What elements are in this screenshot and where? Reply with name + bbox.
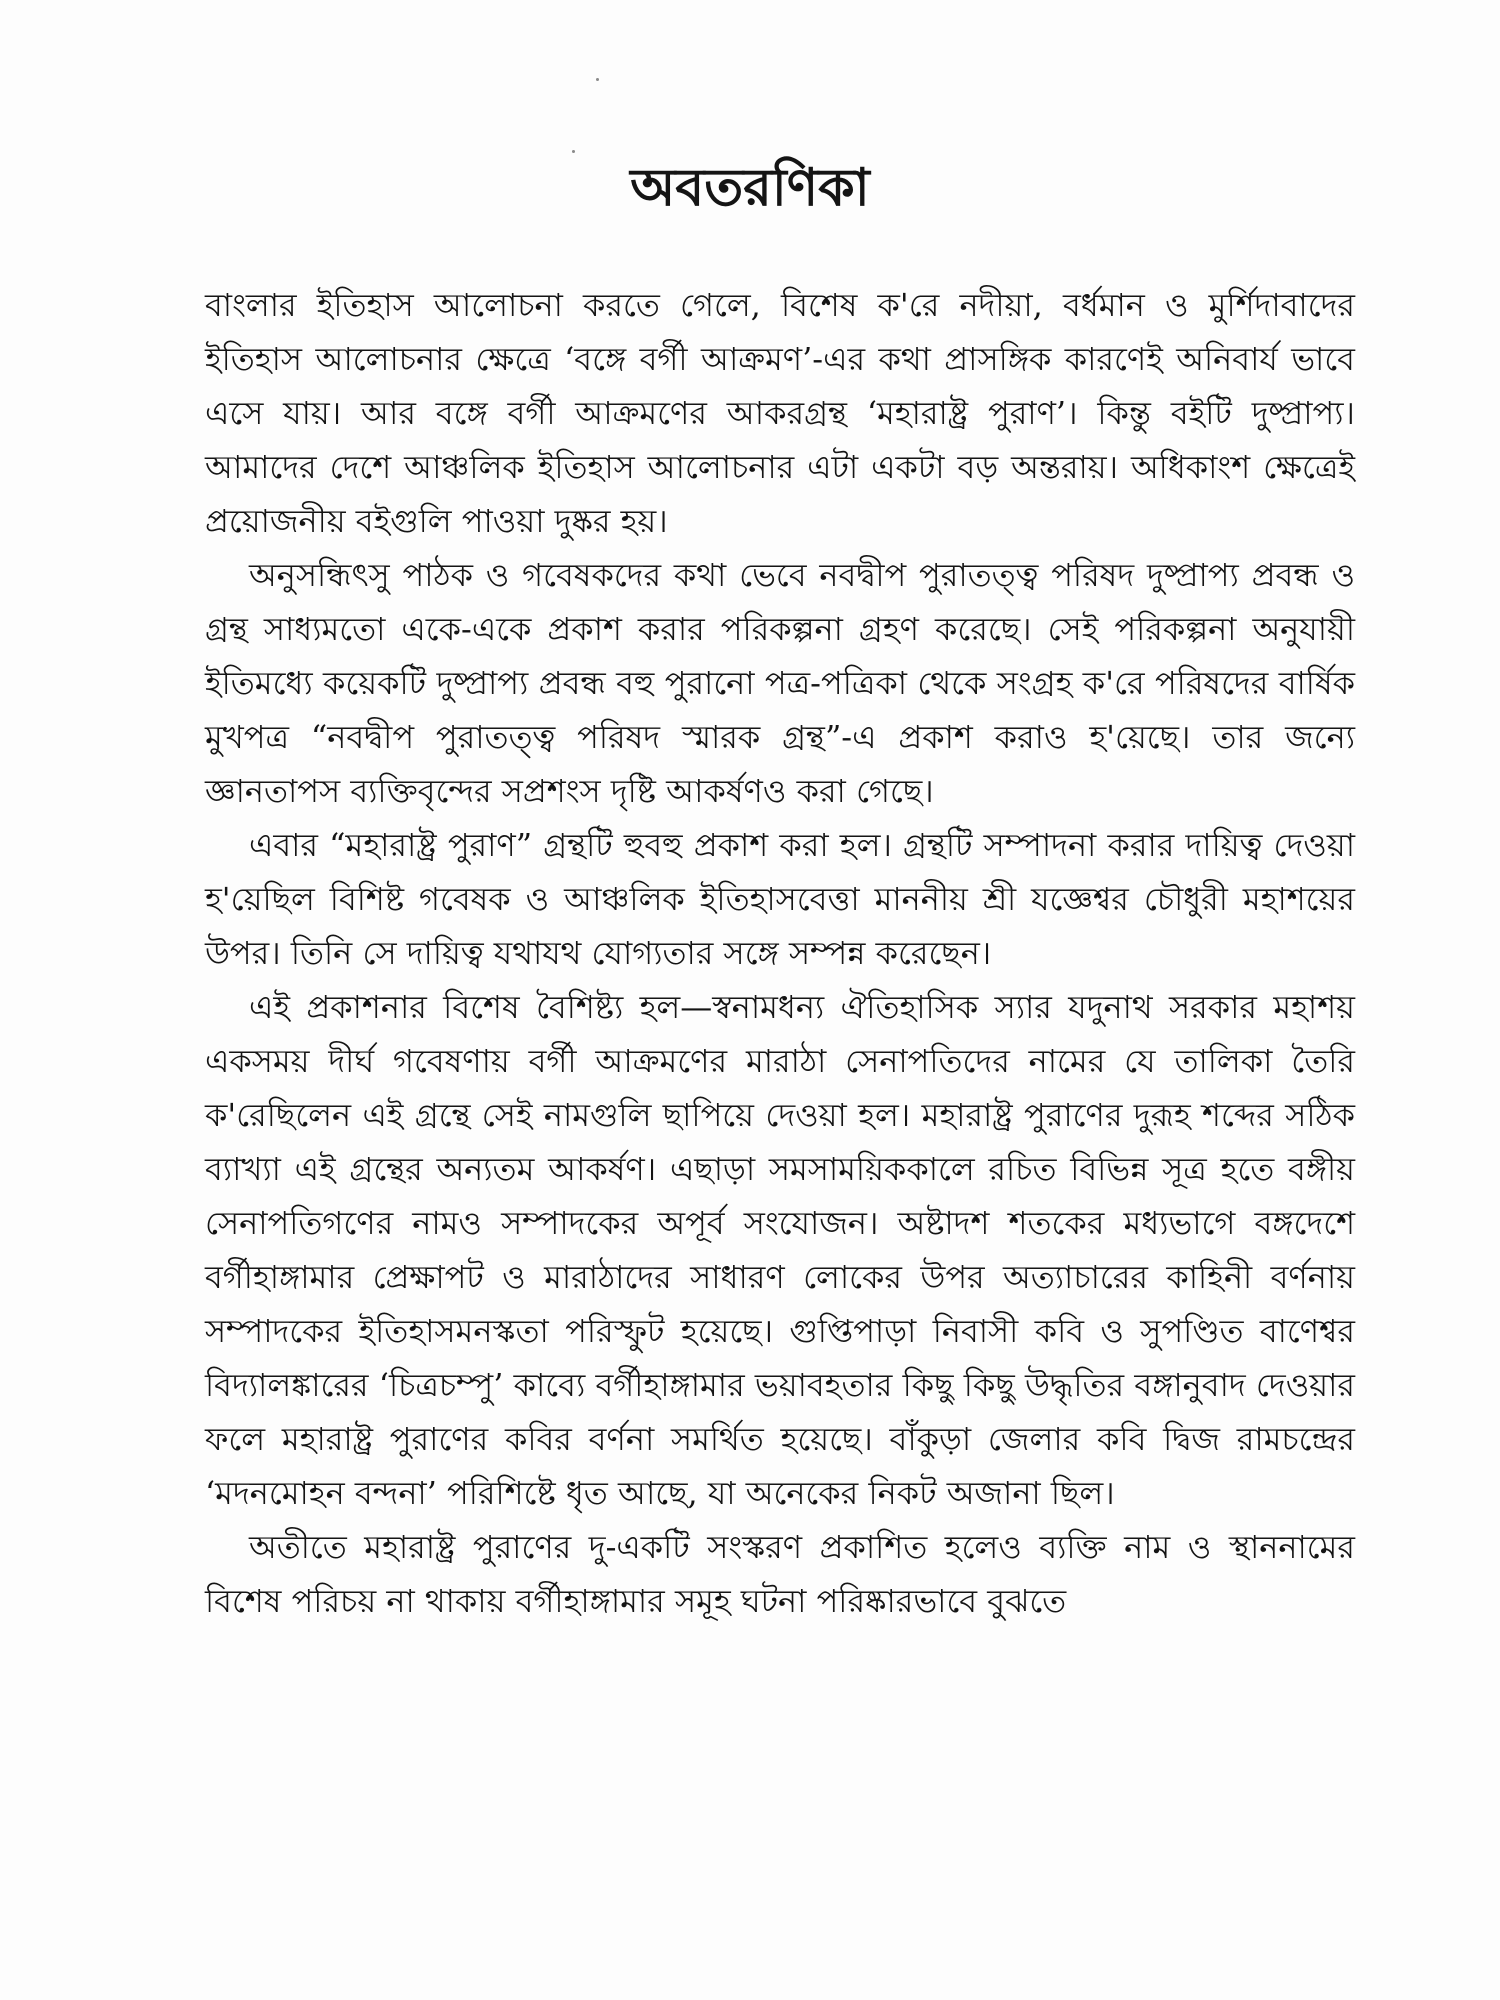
paragraph-4: এই প্রকাশনার বিশেষ বৈশিষ্ট্য হল—স্বনামধন্য ঐতিহাসিক স্যার যদুনাথ সরকার মহাশয় একসময় দীর্ঘ গবেষণায় বর্গী আক্রমণের মারাঠা সেনাপতিদের নামের যে তালিকা তৈরি ক'রেছিলেন এই গ্রন্থে সেই নামগুলি ছাপিয়ে দেওয়া হল। মহারাষ্ট্র পুরাণের দুরূহ শব্দের সঠিক ব্যাখ্যা এই গ্রন্থের অন্যতম আকর্ষণ। এছাড়া সমসাময়িককালে রচিত বিভিন্ন সূত্র হতে বঙ্গীয় সেনাপতিগণের নামও সম্পাদকের অপূর্ব সংযোজন। অষ্টাদশ শতকের মধ্যভাগে বঙ্গদেশে বর্গীহাঙ্গামার প্রেক্ষাপট ও মারাঠাদের সাধারণ লোকের উপর অত্যাচারের কাহিনী বর্ণনায় সম্পাদকের ইতিহাসমনস্কতা পরিস্ফুট হয়েছে। গুপ্তিপাড়া নিবাসী কবি ও সুপণ্ডিত বাণেশ্বর বিদ্যালঙ্কারের ‘চিত্রচম্পু’ কাব্যে বর্গীহাঙ্গামার ভয়াবহতার কিছু কিছু উদ্ধৃতির বঙ্গানুবাদ দেওয়ার ফলে মহারাষ্ট্র পুরাণের কবির বর্ণনা সমর্থিত হয়েছে। বাঁকুড়া জেলার কবি দ্বিজ রামচন্দ্রের ‘মদনমোহন বন্দনা’ পরিশিষ্টে ধৃত আছে, যা অনেকের নিকট অজানা ছিল। [205,988,1355,1512]
paragraph-3: এবার “মহারাষ্ট্র পুরাণ” গ্রন্থটি হুবহু প্রকাশ করা হল। গ্রন্থটি সম্পাদনা করার দায়িত্ব দেওয়া হ'য়েছিল বিশিষ্ট গবেষক ও আঞ্চলিক ইতিহাসবেত্তা মাননীয় শ্রী যজ্ঞেশ্বর চৌধুরী মহাশয়ের উপর। তিনি সে দায়িত্ব যথাযথ যোগ্যতার সঙ্গে সম্পন্ন করেছেন। [205,826,1355,972]
scan-speck-top [596,78,599,81]
body-text [205,278,1355,1628]
paragraph-5: অতীতে মহারাষ্ট্র পুরাণের দু-একটি সংস্করণ প্রকাশিত হলেও ব্যক্তি নাম ও স্থাননামের বিশেষ পরিচয় না থাকায় বর্গীহাঙ্গামার সমূহ ঘটনা পরিষ্কারভাবে বুঝতে [205,1528,1355,1620]
paragraph-1: বাংলার ইতিহাস আলোচনা করতে গেলে, বিশেষ ক'রে নদীয়া, বর্ধমান ও মুর্শিদাবাদের ইতিহাস আলোচনার ক্ষেত্রে ‘বঙ্গে বর্গী আক্রমণ’-এর কথা প্রাসঙ্গিক কারণেই অনিবার্য ভাবে এসে যায়। আর বঙ্গে বর্গী আক্রমণের আকরগ্রন্থ ‘মহারাষ্ট্র পুরাণ’। কিন্তু বইটি দুষ্প্রাপ্য। আমাদের দেশে আঞ্চলিক ইতিহাস আলোচনার এটা একটা বড় অন্তরায়। অধিকাংশ ক্ষেত্রেই প্রয়োজনীয় বইগুলি পাওয়া দুষ্কর হয়। [205,286,1355,540]
page-title: অবতরণিকা [630,157,870,218]
paragraph-2: অনুসন্ধিৎসু পাঠক ও গবেষকদের কথা ভেবে নবদ্বীপ পুরাতত্ত্ব পরিষদ দুষ্প্রাপ্য প্রবন্ধ ও গ্রন্থ সাধ্যমতো একে-একে প্রকাশ করার পরিকল্পনা গ্রহণ করেছে। সেই পরিকল্পনা অনুযায়ী ইতিমধ্যে কয়েকটি দুষ্প্রাপ্য প্রবন্ধ বহু পুরানো পত্র-পত্রিকা থেকে সংগ্রহ ক'রে পরিষদের বার্ষিক মুখপত্র “নবদ্বীপ পুরাতত্ত্ব পরিষদ স্মারক গ্রন্থ”-এ প্রকাশ করাও হ'য়েছে। তার জন্যে জ্ঞানতাপস ব্যক্তিবৃন্দের সপ্রশংস দৃষ্টি আকর্ষণও করা গেছে। [205,556,1355,810]
